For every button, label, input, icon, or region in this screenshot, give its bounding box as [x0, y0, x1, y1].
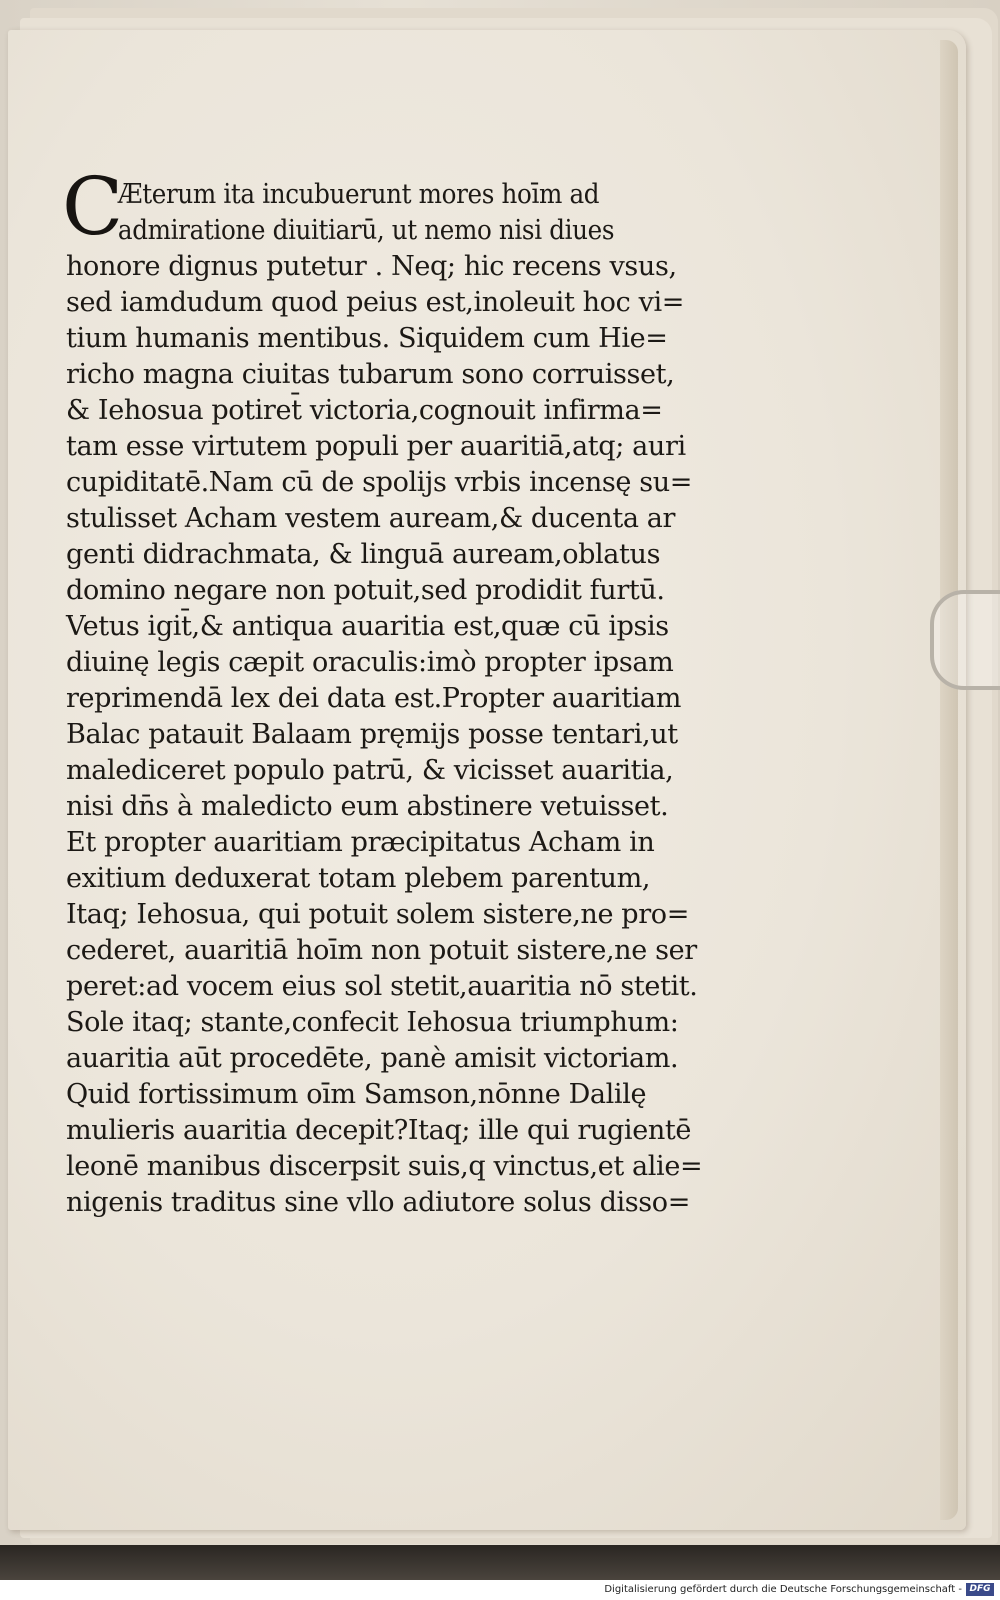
text-line: cederet, auaritiā hoīm non potuit sistere,ne ser: [66, 934, 697, 966]
text-line: reprimendā lex dei data est.Propter auaritiam: [66, 682, 682, 714]
text-line: Sole itaq; stante,confecit Iehosua triumphum:: [66, 1006, 679, 1038]
text-line: mulieris auaritia decepit?Itaq; ille qui rugientē: [66, 1114, 691, 1146]
dfg-logo: DFG: [966, 1583, 994, 1596]
text-line: sed iamdudum quod peius est,inoleuit hoc vi=: [66, 286, 685, 318]
text-line: peret:ad vocem eius sol stetit,auaritia nō stetit.: [66, 970, 698, 1002]
text-line: Quid fortissimum oīm Samson,nōnne Dalilę: [66, 1078, 647, 1110]
text-lines: [66, 176, 716, 1220]
text-line: Et propter auaritiam præcipitatus Acham in: [66, 826, 655, 858]
text-line: cupiditatē.Nam cū de spolijs vrbis incensę su=: [66, 466, 693, 498]
text-line: diuinę legis cæpit oraculis:imò propter ipsam: [66, 646, 674, 678]
text-line: nisi dn̄s à maledicto eum abstinere vetuisset.: [66, 790, 669, 822]
text-line: exitium deduxerat totam plebem parentum,: [66, 862, 651, 894]
text-line: domino negare non potuit,sed prodidit furtū.: [66, 574, 665, 606]
text-line: honore dignus putetur . Neq; hic recens vsus,: [66, 250, 677, 282]
printed-text-block: [62, 160, 716, 1220]
text-line: nigenis traditus sine vllo adiutore solus disso=: [66, 1186, 690, 1218]
text-line: auaritia aūt procedēte, panè amisit victoriam.: [66, 1042, 679, 1074]
text-line: Æterum ita incubuerunt mores hoīm ad: [117, 178, 600, 210]
decorated-initial: C: [62, 160, 124, 253]
text-line: Balac patauit Balaam pręmijs posse tentari,ut: [66, 718, 678, 750]
text-line: malediceret populo patrū, & vicisset auaritia,: [66, 754, 674, 786]
text-line: tam esse virtutem populi per auaritiā,atq; auri: [66, 430, 686, 462]
text-line: richo magna ciuitas tubarum sono corruisset,: [66, 358, 675, 390]
text-line: & Iehosua potiret̄ victoria,cognouit infirma=: [66, 394, 663, 426]
text-line: genti didrachmata, & linguā auream,oblatus: [66, 538, 661, 570]
page-clip-holder: [930, 590, 1000, 690]
text-line: stulisset Acham vestem auream,& ducenta ar: [66, 502, 676, 534]
text-line: tium humanis mentibus. Siquidem cum Hie=: [66, 322, 668, 354]
text-line: Vetus igit̄,& antiqua auaritia est,quæ cū ipsis: [66, 610, 669, 642]
digitization-credit: Digitalisierung gefördert durch die Deutsche Forschungsgemeinschaft -: [604, 1584, 962, 1595]
page-fore-edge: [940, 40, 958, 1520]
text-line: Itaq; Iehosua, qui potuit solem sistere,ne pro=: [66, 898, 689, 930]
scan-bottom-edge: [0, 1545, 1000, 1580]
text-line: leonē manibus discerpsit suis,q vinctus,et alie=: [66, 1150, 703, 1182]
text-line: admiratione diuitiarū, ut nemo nisi diues: [117, 214, 615, 246]
